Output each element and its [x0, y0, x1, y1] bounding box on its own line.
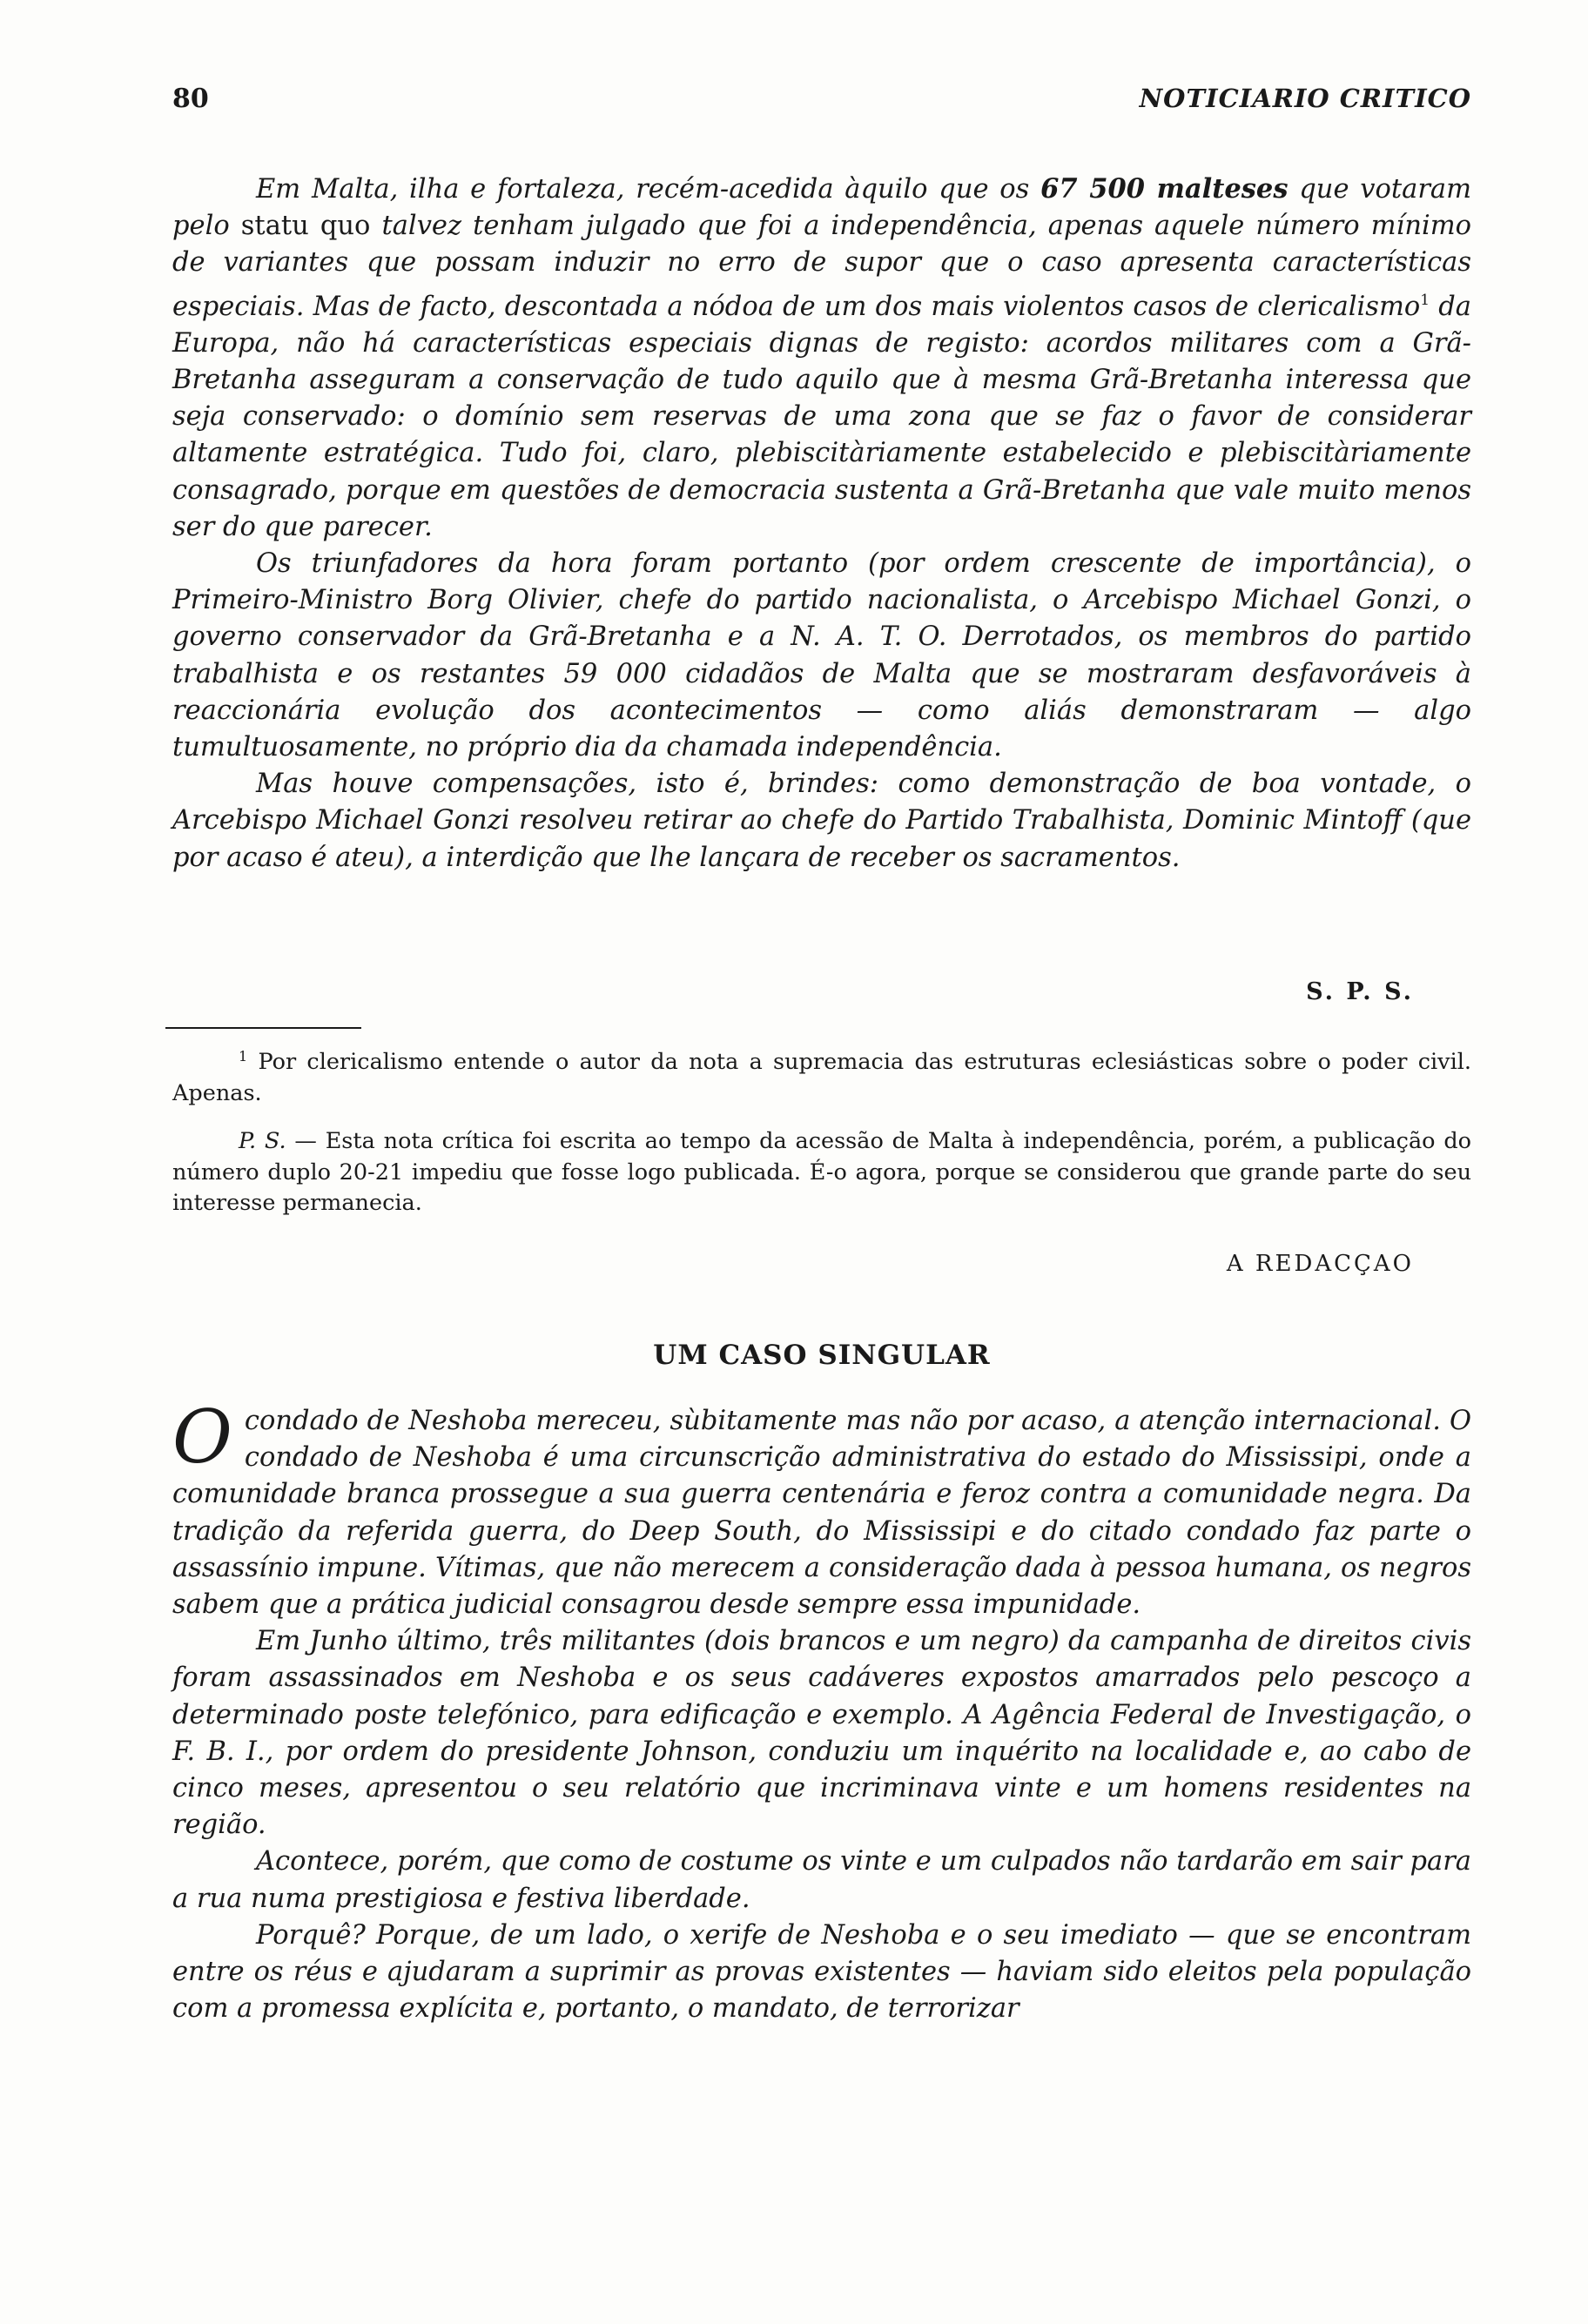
text-run: que votaram pelo — [172, 174, 1472, 242]
paragraph: Acontece, porém, que como de costume os vinte e um culpados não tardarão em sair para a rua numa prestigiosa e festiva liberdade. — [172, 1846, 1471, 1914]
paragraph: Porquê? Porque, de um lado, o xerife de Neshoba e o seu imediato — que se encontram entre os réus e ajudaram a suprimir as provas existentes — haviam sido eleitos pela população com a promessa explícita e, portanto, o mandato, de terrorizar — [172, 1919, 1471, 2025]
text-run: condado de Neshoba mereceu, sùbitamente mas não por acaso, a atenção internacional. O condado de Neshoba é uma circunscrição administrativa do estado do Mississipi, onde a comunidade branca prossegue a sua guerra centenária e feroz contra a comunidade negra. Da tradição da referida guerra, do Deep South, do Mississipi e do citado condado faz parte o assassínio impune. Vítimas, que não merecem a consideração dada à pessoa humana, os negros sabem que a prática judicial consagrou desde sempre essa impunidade. — [172, 1406, 1471, 1621]
page-number: 80 — [172, 84, 209, 114]
running-head: NOTICIARIO CRITICO — [1139, 84, 1471, 113]
text-run: 67 500 — [1040, 173, 1145, 205]
page-header — [172, 84, 1471, 127]
footnote — [172, 1041, 1471, 1109]
footnote-separator — [165, 1027, 361, 1029]
text-run: talvez tenham julgado que foi a independência, apenas aquele número mínimo de variantes que possam induzir no erro de supor que o caso apresenta características especiais. Mas de facto, descontada a nódoa de um dos mais violentos casos de clericalismo — [172, 211, 1471, 322]
malta-article — [172, 171, 1471, 877]
text-run: statu quo — [240, 211, 371, 242]
text-run: da Europa, não há características especiais dignas de registo: acordos militares com a Grã-Bretanha asseguram a conservação de tudo aquilo que à mesma Grã-Bretanha interessa que seja conservado: o domínio sem reservas de uma zona que se faz o favor de considerar altamente estratégica. Tudo foi, claro, plebiscitàriamente estabelecido e plebiscitàriamente consagrado, porque em questões de democracia sustenta a Grã-Bretanha que vale muito menos ser do que parecer. — [172, 291, 1471, 542]
drop-cap: O — [172, 1394, 232, 1480]
text-run: Em Malta, ilha e fortaleza, recém-acedida àquilo que os — [256, 174, 1041, 205]
footnote-reference: 1 — [1420, 291, 1430, 309]
footnote-text: Por clericalismo entende o autor da nota a supremacia das estruturas eclesiásticas sobre o poder civil. Apenas. — [172, 1049, 1471, 1106]
author-signature: S. P. S. — [1306, 978, 1414, 1005]
paragraph: Os triunfadores da hora foram portanto (por ordem crescente de importância), o Primeiro-Ministro Borg Olivier, chefe do partido nacionalista, o Arcebispo Michael Gonzi, o governo conservador da Grã-Bretanha e a N. A. T. O. Derrotados, os membros do partido trabalhista e os restantes 59 000 cidadãos de Malta que se mostraram desfavoráveis à reaccionária evolução dos acontecimentos — como aliás demonstraram — algo tumultuosamente, no próprio dia da chamada independência. — [172, 548, 1471, 763]
footnotes — [172, 1041, 1471, 1237]
postscript — [172, 1126, 1471, 1219]
paragraph — [172, 171, 1471, 546]
paragraph — [172, 1394, 1471, 1623]
paragraph: Em Junho último, três militantes (dois brancos e um negro) da campanha de direitos civis foram assassinados em Neshoba e os seus cadáveres expostos amarrados pelo pescoço a determinado poste telefónico, para edificação e exemplo. A Agência Federal de Investigação, o F. B. I., por ordem do presidente Johnson, conduziu um inquérito na localidade e, ao cabo de cinco meses, apresentou o seu relatório que incriminava vinte e um homens residentes na região. — [172, 1626, 1471, 1841]
text-run: malteses — [1144, 173, 1289, 205]
section-title: UM CASO SINGULAR — [653, 1340, 991, 1371]
editorial-signature: A REDACÇAO — [1226, 1251, 1414, 1277]
postscript-text: — Esta nota crítica foi escrita ao tempo da acessão de Malta à independência, porém, a publicação do número duplo 20-21 impediu que fosse logo publicada. É-o agora, porque se considerou que grande parte do seu interesse permanecia. — [172, 1128, 1472, 1216]
neshoba-article — [172, 1394, 1471, 2027]
footnote-number: 1 — [239, 1048, 248, 1065]
postscript-label: P. S. — [239, 1128, 286, 1154]
paragraph: Mas houve compensações, isto é, brindes: como demonstração de boa vontade, o Arcebispo Michael Gonzi resolveu retirar ao chefe do Partido Trabalhista, Dominic Mintoff (que por acaso é ateu), a interdição que lhe lançara de receber os sacramentos. — [172, 769, 1471, 873]
